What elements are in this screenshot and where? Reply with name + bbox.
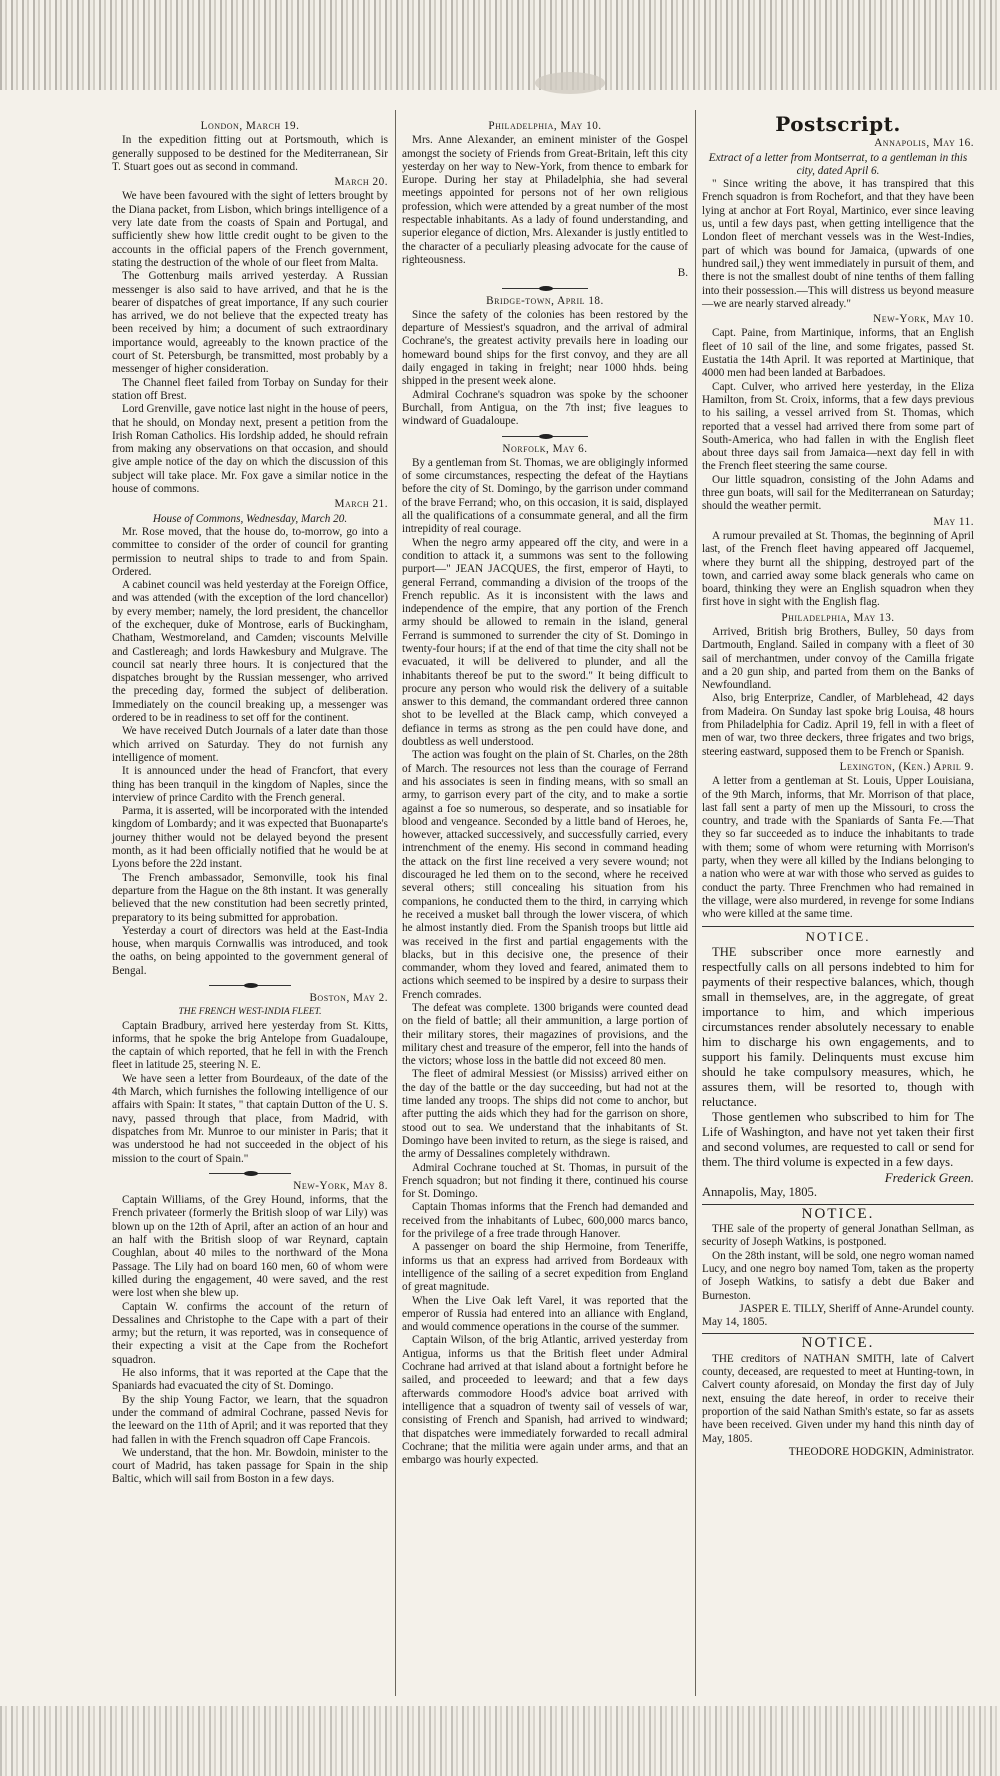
article-paragraph: Admiral Cochrane touched at St. Thomas, in pursuit of the French squadron; but not finding it there, continued his course for St. Domingo. — [402, 1161, 688, 1201]
article-paragraph: Captain Wilson, of the brig Atlantic, arrived yesterday from Antigua, informs us that the British fleet under Admiral Cochrane had arrived at that island about a fortnight before he sailed, and proceeded to leeward; and that a few days afterwards commodore Hood's advice boat arrived with intelligence that a squadron of twenty sail of vessels of war, consisting of French and Spanish, had arrived to windward; that dispatches were immediately forwarded to recall admiral Cochrane; that the militia were again under arms, and that an embargo was hourly expected. — [402, 1334, 688, 1467]
article-paragraph: By the ship Young Factor, we learn, that the squadron under the command of admiral Cochrane, passed Nevis for the leeward on the 11th of April; and it was reported that they had fallen in with the French squadron off Cape Francois. — [112, 1393, 388, 1446]
article-paragraph: A passenger on board the ship Hermoine, from Teneriffe, informs us that an express had arrived from Bordeaux with intelligence of the sailing of a secret expedition from England of great magnitude. — [402, 1241, 688, 1294]
notice-signature: Frederick Green. — [884, 1169, 974, 1185]
article-paragraph: Captain Bradbury, arrived here yesterday from St. Kitts, informs, that he spoke the brig Antelope from Guadaloupe, the captain of which reported, that he fell in with the French fleet in latitude 25, steering N. E. — [112, 1019, 388, 1072]
separator-ornament — [112, 981, 388, 989]
column-rule — [395, 110, 396, 1696]
article-paragraph: A cabinet council was held yesterday at the Foreign Office, and was attended (with the exception of the lord chancellor) by every member; namely, the lord president, the chancellor of the exchequer, duke of Montrose, earls of Buckingham, Chatham, Westmoreland, and Camden; viscounts Melville and Castlereagh; and lords Hawkesbury and Mulgrave. The council sat nearly three hours. It is conjectured that the dispatches brought by the Russian messenger, who arrived the preceding day, formed the subject of deliberation. Immediately on the council breaking up, a messenger was ordered to be in readiness to set off for the continent. — [112, 579, 388, 725]
dateline: May 11. — [933, 515, 974, 528]
column-1 — [112, 118, 388, 1487]
article-paragraph: We understand, that the hon. Mr. Bowdoin, minister to the court of Madrid, has taken passage for Spain in the ship Baltic, which will sail from Boston in a few days. — [112, 1446, 388, 1486]
column-rule — [695, 110, 696, 1696]
notice-title: NOTICE. — [702, 1204, 974, 1221]
dateline-lexington: Lexington, (Ken.) April 9. — [839, 760, 974, 773]
article-paragraph: Captain Williams, of the Grey Hound, informs, that the French privateer (formerly the British sloop of war Lily) was blown up on the 12th of April, after an action of an hour and an half with the British sloop of war Reynard, captain Coughlan, about 40 miles to the northward of the Mona Passage. The Lily had on board 160 men, 60 of whom were killed during the engagement, 40 were saved, and the rest were lost when she blew up. — [112, 1194, 388, 1300]
article-paragraph: We have seen a letter from Bourdeaux, of the date of the 4th March, which furnishes the following intelligence of our affairs with Spain: It states, " that captain Dutton of the U. S. navy, passed through that place, from Madrid, with dispatches from Mr. Munroe to our minister in Paris; that it was understood he had not succeeded in the object of his mission to the court of Spain." — [112, 1072, 388, 1165]
dateline-annapolis: Annapolis, May 16. — [874, 137, 974, 150]
article-paragraph: Capt. Paine, from Martinique, informs, that an English fleet of 10 sail of the line, and some frigates, passed St. Eustatia the 14th April. It was reported at Martinique, that 4000 men had been landed at Barbadoes. — [702, 327, 974, 380]
house-of-commons-heading: House of Commons, Wednesday, March 20. — [152, 512, 348, 525]
postscript-masthead: Postscript. — [775, 112, 901, 136]
notice-title: NOTICE. — [702, 1333, 974, 1350]
article-paragraph: The French ambassador, Semonville, took his final departure from the Hague on the 8th instant. It was generally believed that the new constitution had been secretly printed, preparatory to its being submitted for approbation. — [112, 871, 388, 924]
notice-date: Annapolis, May, 1805. — [702, 1184, 817, 1199]
column-2 — [402, 118, 688, 1467]
fleet-heading: THE FRENCH WEST-INDIA FLEET. — [178, 1007, 322, 1018]
notice-paragraph: Those gentlemen who subscribed to him for The Life of Washington, and have not yet taken their first and second volumes, are requested to call or send for them. The third volume is expected in a few days. — [702, 1109, 974, 1169]
article-paragraph: Captain W. confirms the account of the return of Dessalines and Christophe to the Cape with a part of their army; but the return, it was reported, was in consequence of their expecting a visit at the Cape from the Rochefort squadron. — [112, 1300, 388, 1366]
torn-top-edge — [0, 0, 1000, 90]
article-paragraph: Admiral Cochrane's squadron was spoke by the schooner Burchall, from Antigua, on the 7th inst; five leagues to windward of Guadaloupe. — [402, 388, 688, 428]
dateline-bridge-town: Bridge-town, April 18. — [486, 294, 604, 307]
article-paragraph: A letter from a gentleman at St. Louis, Upper Louisiana, of the 9th March, informs, that Mr. Morrison of that place, last fall sent a party of men up the Missouri, to cross the country, and trade with the Spaniards of Santa Fe.—That they so far succeeded as to induce the inhabitants to trade with them; some of whom were returning with Morrison's party, when they were all killed by the Indians belonging to a nation who were at war with those who served as guides to conduct the party. Three Frenchmen who had remained in the village, were also murdered, in revenge for some Indians who were killed at the same time. — [702, 775, 974, 921]
separator-ornament — [402, 284, 688, 292]
notice-paragraph: THE subscriber once more earnestly and respectfully calls on all persons indebted to him for payments of their respective balances, which, though small in themselves, are, in the aggregate, of great importance to him, and which imperious circumstances render absolutely necessary to enable him to discharge his own engagements, and to support his family. Delinquents must excuse him should he take compulsory measures, which, he assures them, will be resorted to, though with reluctance. — [702, 944, 974, 1109]
article-paragraph: Mr. Rose moved, that the house do, to-morrow, go into a committee to consider of the order of council for granting permission to neutral ships to trade to and from Spain. Ordered. — [112, 525, 388, 578]
notice-title: NOTICE. — [702, 926, 974, 943]
separator-ornament — [112, 1169, 388, 1177]
article-paragraph: The defeat was complete. 1300 brigands were counted dead on the field of battle; all their ammunition, a large portion of their military stores, their magazines of provisions, and the military chest and treasure of the emperor, fell into the hands of the victors; whose loss in the battle did not exceed 80 men. — [402, 1002, 688, 1068]
dateline-philadelphia: Philadelphia, May 13. — [781, 611, 895, 624]
article-paragraph: Also, brig Enterprize, Candler, of Marblehead, 42 days from Madeira. On Sunday last spoke brig Louisa, 48 hours from Philadelphia for Cadiz. April 19, fell in with a fleet of men of war, two three deckers, three frigates and two brigs, steering eastward, supposed them to be French or Spanish. — [702, 692, 974, 758]
notice-paragraph: THE sale of the property of general Jonathan Sellman, as security of Joseph Watkins, is postponed. — [702, 1223, 974, 1249]
article-paragraph: The Channel fleet failed from Torbay on Sunday for their station off Brest. — [112, 376, 388, 402]
article-paragraph: Yesterday a court of directors was held at the East-India house, when marquis Cornwallis was introduced, and took the oaths, on being appointed to the government general of Bengal. — [112, 924, 388, 977]
notice-paragraph: THE creditors of NATHAN SMITH, late of Calvert county, deceased, are requested to meet at Hunting-town, in Calvert county aforesaid, on Monday the first day of July next, ensuing the date hereof, in order to receive their proportion of the said Nathan Smith's estate, so far as assets have been received. Given under my hand this ninth day of May, 1805. — [702, 1352, 974, 1445]
article-paragraph: When the Live Oak left Varel, it was reported that the emperor of Russia had entered into an alliance with England, and would commence operations in the course of the summer. — [402, 1294, 688, 1334]
dateline-new-york: New-York, May 10. — [873, 313, 974, 326]
article-paragraph: He also informs, that it was reported at the Cape that the Spaniards had evacuated the city of St. Domingo. — [112, 1367, 388, 1393]
notice-green — [702, 945, 974, 1200]
torn-bottom-edge — [0, 1706, 1000, 1776]
article-paragraph: Mrs. Anne Alexander, an eminent minister of the Gospel amongst the society of Friends from Great-Britain, left this city yesterday on her way to New-York, from thence to embark for Europe. During her stay at Philadelphia, she had several meetings appointed for persons not of her own religious profession, which were attended by a great number of the most respectable inhabitants. As a lady of found understanding, and superior elegance of diction, Mrs. Alexander is justly entitled to the character of a peculiarly pleasing advocate for the cause of righteousness. — [402, 134, 688, 266]
article-paragraph: Capt. Culver, who arrived here yesterday, in the Eliza Hamilton, from St. Croix, informs, that a few days previous to his sailing, a vessel arrived from St. Thomas, which reported that a vessel had arrived there from some part of South-America, who had fallen in with the English fleet about three days sail from Jamaica—next day fell in with the French fleet steering the same course. — [702, 380, 974, 473]
notice-signature: JASPER E. TILLY, Sheriff of Anne-Arundel county. — [739, 1302, 974, 1315]
article-paragraph: In the expedition fitting out at Portsmouth, which is generally supposed to be destined for the Mediterranean, Sir T. Stuart goes out as second in command. — [112, 134, 388, 173]
dateline: March 21. — [334, 498, 388, 511]
extract-heading: Extract of a letter from Montserrat, to a gentleman in this city, dated April 6. — [708, 151, 968, 177]
article-paragraph: The Gottenburg mails arrived yesterday. A Russian messenger is also said to have arrived, and that he is the bearer of dispatches of great importance, If any such courier has arrived, we do not believe that the expected treaty has been received by him; a document of such extraordinary importance would, agreeably to the known practice of the court of St. Petersburgh, be transmitted, most probably by a messenger of higher consideration. — [112, 270, 388, 376]
column-3 — [702, 112, 974, 1459]
article-paragraph: We have received Dutch Journals of a later date than those which arrived on Saturday. They do not furnish any intelligence of moment. — [112, 725, 388, 764]
article-paragraph: Since the safety of the colonies has been restored by the departure of Messiest's squadron, and the arrival of admiral Cochrane's, the greatest activity prevails here in loading our homeward bound ships for the first convoy, and they are all daily engaged in taking in freight; near 1000 hhds. being shipped in the present week alone. — [402, 308, 688, 388]
article-paragraph: Arrived, British brig Brothers, Bulley, 50 days from Dartmouth, England. Sailed in company with a fleet of 30 sail of merchantmen, under convoy of the Camilla frigate and a 20 gun ship, and parted from them on the Banks of Newfoundland. — [702, 625, 974, 692]
dateline-philadelphia: Philadelphia, May 10. — [488, 120, 602, 132]
article-paragraph: The fleet of admiral Messiest (or Mississ) arrived either on the day of the battle or the day succeeding, but had not at the time landed any troops. The ships did not come to anchor, but after putting the aids which they had for the garrison on shore, stood out to sea. We understand that the inhabitants of St. Domingo have been invited to return, as the siege is raised, and the army of Dessalines completely withdrawn. — [402, 1068, 688, 1161]
article-paragraph: Parma, it is asserted, will be incorporated with the intended kingdom of Lombardy; and it was expected that Buonaparte's journey thither would not be delayed beyond the present month, as it had been officially notified that he would be at Lyons before the 22d instant. — [112, 805, 388, 871]
article-paragraph: When the negro army appeared off the city, and were in a condition to attack it, a summons was sent to the following purport—" JEAN JACQUES, the first, emperor of Hayti, to general Ferrand, commanding a division of the troops of the French republic. As it is inconsistent with the laws and independence of the empire, that any portion of the French army should be allowed to remain in the island, general Ferrand is summoned to surrender the city of St. Domingo in twenty-four hours; if at the end of that time the city shall not be evacuated, it will be delivered to plunder, and all the inhabitants thereof be put to the sword." It being difficult to procure any person who would risk the delivery of a suitable answer to this demand, the commandant ordered three cannon shot to be levelled at the Black camp, which conveyed a defiance in terms as strong as the pen could have done, and doubtless as well understood. — [402, 536, 688, 749]
notice-paragraph: On the 28th instant, will be sold, one negro woman named Lucy, and one negro boy named Tom, taken as the property of Joseph Watkins, to satisfy a debt due Baker and Burneston. — [702, 1249, 974, 1302]
dateline-new-york: New-York, May 8. — [293, 1179, 388, 1192]
article-signature: B. — [677, 267, 688, 280]
article-paragraph: Captain Thomas informs that the French had demanded and received from the inhabitants of Lubec, 600,000 marcs banco, for the privilege of a free trade through Hanover. — [402, 1201, 688, 1241]
article-paragraph: " Since writing the above, it has transpired that this French squadron is from Rochefort, and that they have been lying at anchor at Fort Royal, Martinico, ever since leaving us, until a few days past, when getting intelligence that the London fleet of merchant vessels was in the West-Indies, part of which was bound for Jamaica, (upwards of one hundred sail,) they went immediately in pursuit of them, and there is not the smallest doubt of nine tenths of them falling into their possession.—This will distress us beyond measure—we are nearly starved already." — [702, 178, 974, 310]
article-paragraph: A rumour prevailed at St. Thomas, the beginning of April last, of the French fleet having appeared off Jacquemel, where they burnt all the shipping, destroyed part of the town, and carried away some black generals who came on board, thinking they were an English squadron when they first hove in sight with the English flag. — [702, 529, 974, 609]
notice-date: May 14, 1805. — [702, 1316, 768, 1329]
dateline-london: London, March 19. — [200, 120, 300, 132]
dateline: March 20. — [334, 176, 388, 189]
notice-signature: THEODORE HODGKIN, Administrator. — [788, 1445, 974, 1458]
article-paragraph: It is announced under the head of Francfort, that every thing has been tranquil in the kingdom of Naples, since the interview of prince Cardito with the French general. — [112, 765, 388, 804]
separator-ornament — [402, 432, 688, 440]
article-paragraph: We have been favoured with the sight of letters brought by the Diana packet, from Lisbon, which brings intelligence of a very late date from the coasts of Spain and Portugal, and sufficiently shew how little credit ought to be given to the accounts in the official papers of the French government, stating the destruction of the whole of our fleet from Malta. — [112, 190, 388, 269]
ink-blot — [535, 72, 605, 94]
article-paragraph: The action was fought on the plain of St. Charles, on the 28th of March. The resources not less than the courage of Ferrand and his associates is seen in finding means, with so small an army, to garrison every part of the city, and to make a sortie against a foe so numerous, so desperate, and so insatiable for blood and vengeance. Seconded by a little band of Heroes, he, however, attacked successively, and successfully carried, every intrenchment of the enemy. His second in command heading the attack on the first line received a very severe wound; not discouraged he led them on to the second, where he received several others; still concealing his situation from his companions, he conducted them to the third, in carrying which he received a musket ball through the lower viscera, of which he almost instantly died. From the Spanish troops but little aid was received in the first and partial engagements with the blacks, but in this decisive one, the presence of their commander, whom they loved and feared, animated them to actions which seemed to be inspired by a desire to surpass their French comrades. — [402, 749, 688, 1001]
dateline-norfolk: Norfolk, May 6. — [502, 442, 588, 455]
article-paragraph: Our little squadron, consisting of the John Adams and three gun boats, will sail for the Mediterranean on Saturday; should the weather permit. — [702, 473, 974, 513]
article-paragraph: By a gentleman from St. Thomas, we are obligingly informed of some circumstances, respecting the defeat of the Haytians before the city of St. Domingo, by the garrison under command of the brave Ferrand; who, on this occasion, it is said, displayed all the qualifications of a consummate general, and all the firm intrepidity of real courage. — [402, 456, 689, 536]
article-paragraph: Lord Grenville, gave notice last night in the house of peers, that he should, on Monday next, present a petition from the Irish Roman Catholics. His lordship added, he should refrain from making any observations on that occasion, and should give ample notice of the day on which the discussion of this subject will take place. Mr. Fox gave a similar notice in the house of commons. — [112, 403, 388, 496]
dateline-boston: Boston, May 2. — [309, 992, 388, 1004]
